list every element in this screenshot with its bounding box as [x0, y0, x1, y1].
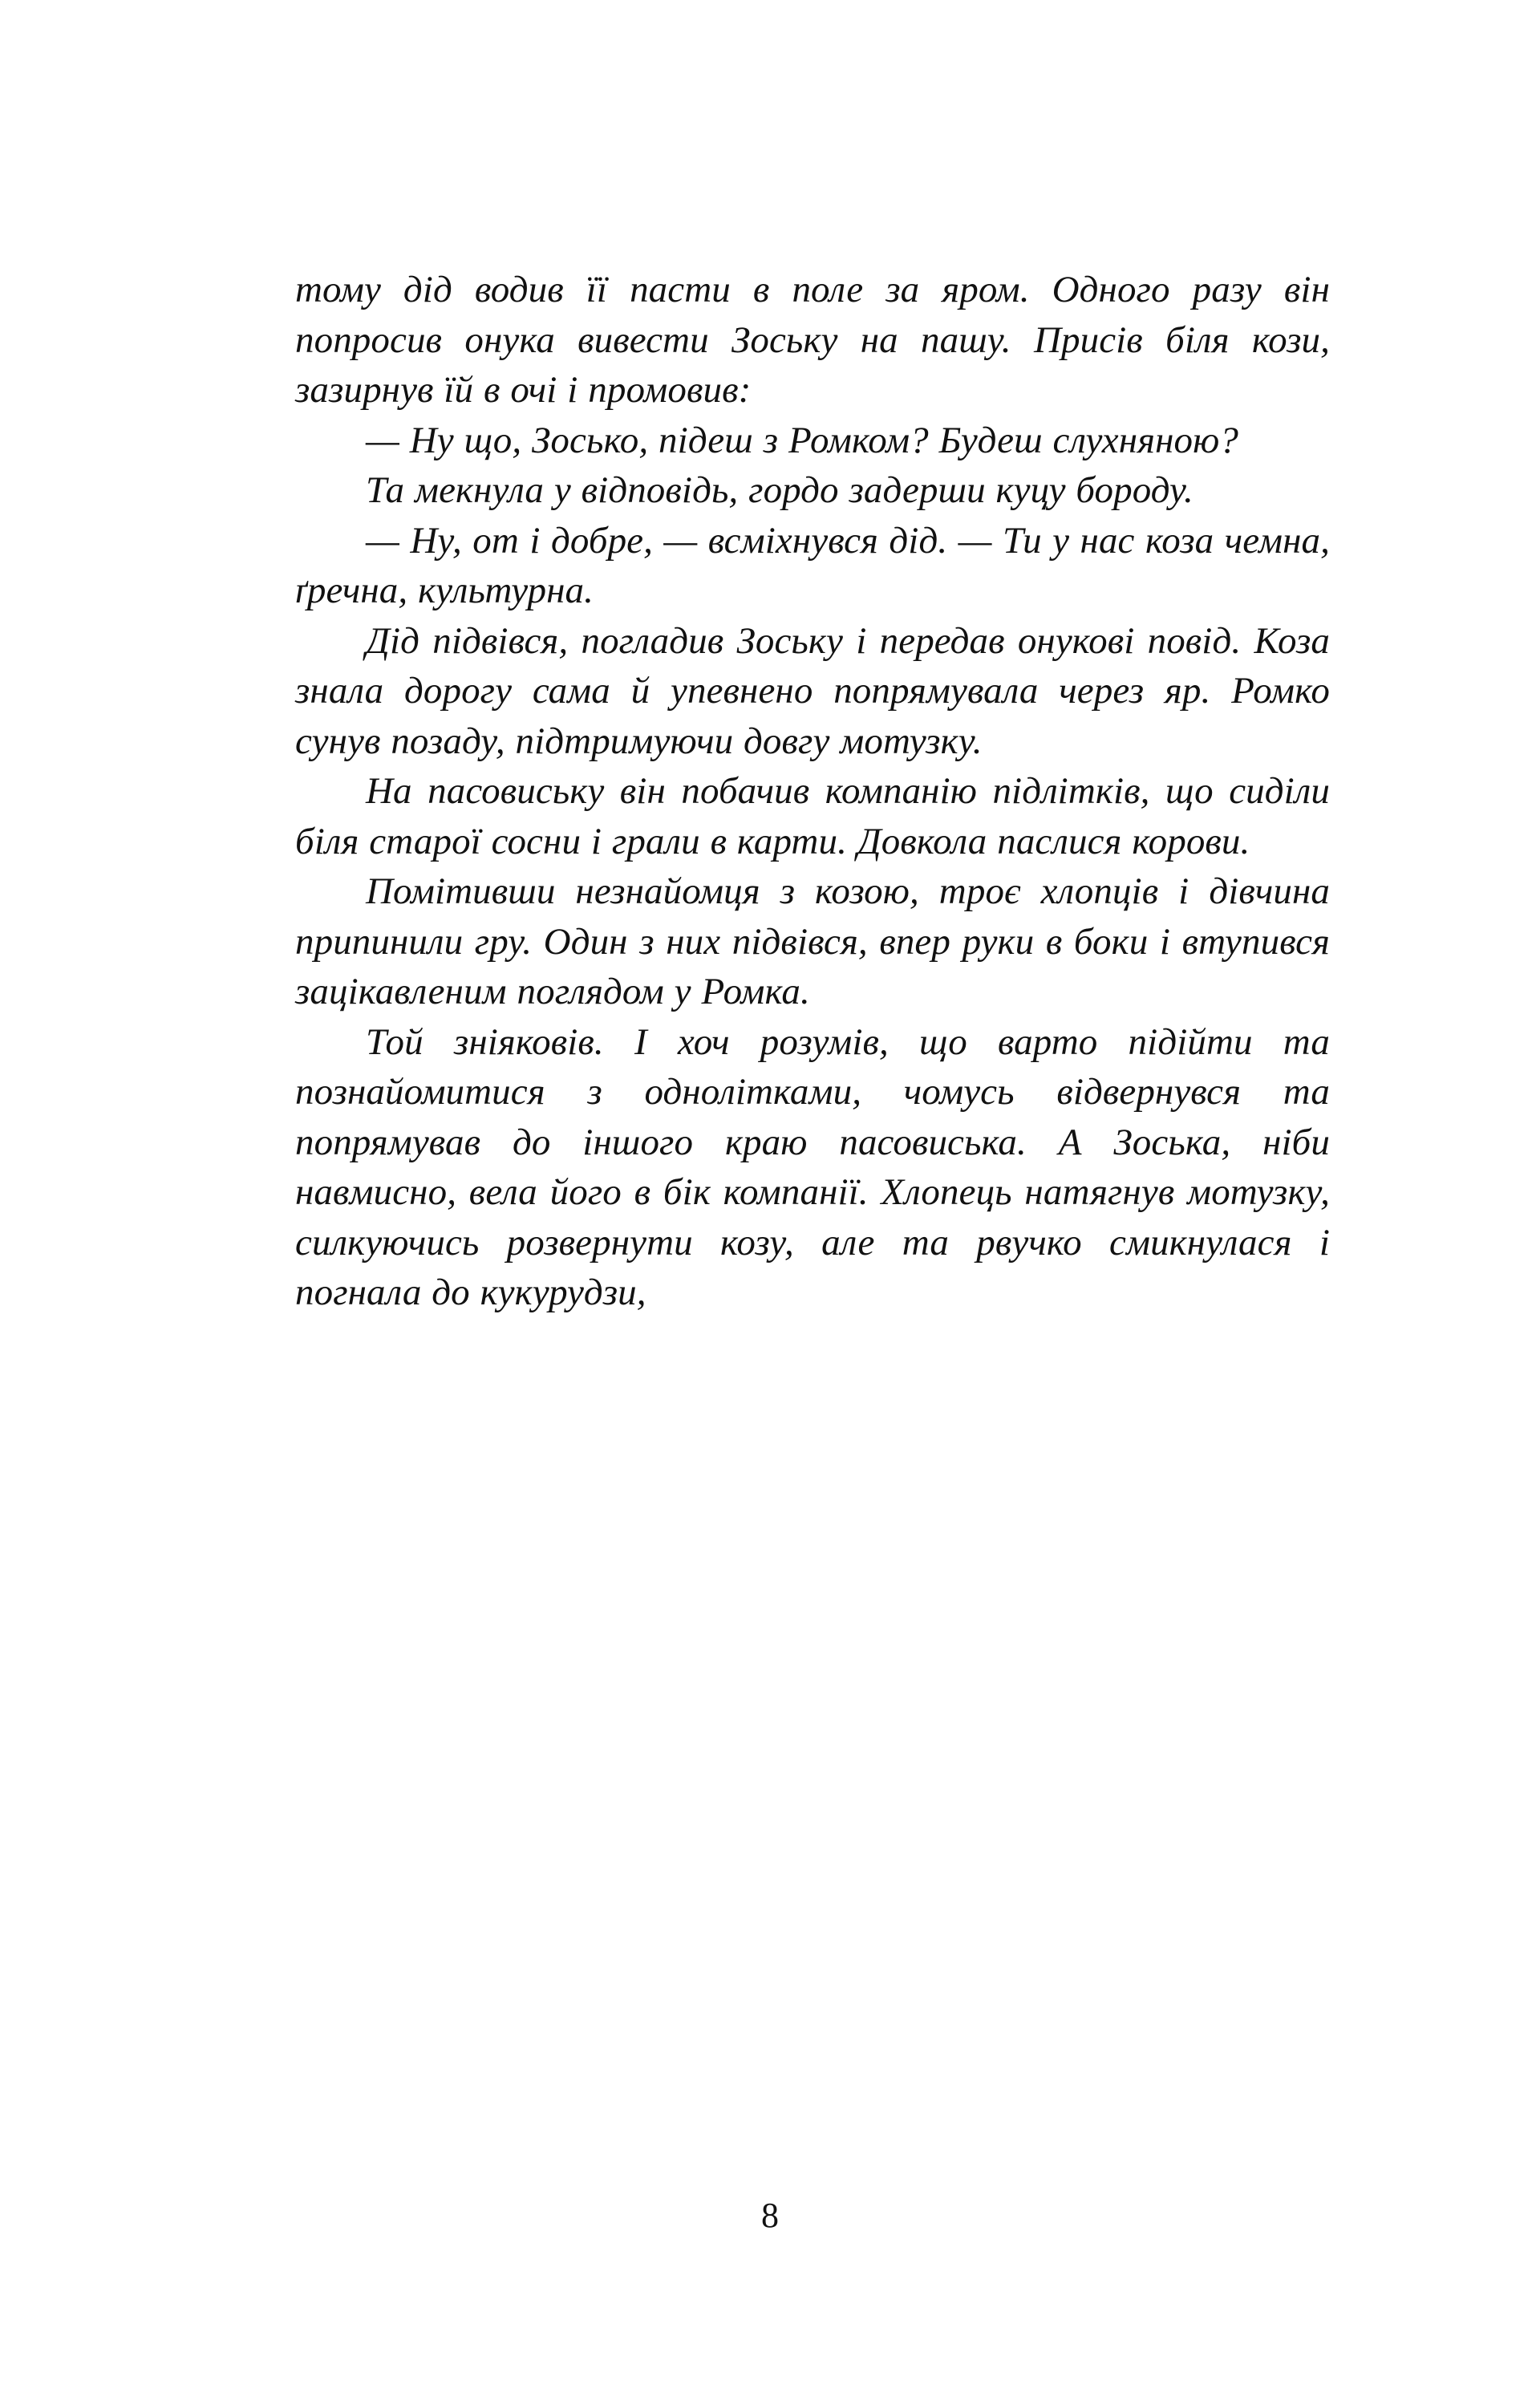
paragraph: Помітивши незнайомця з козою, троє хлопців і дівчина припинили гру. Один з них підвівся, впер руки в боки і втупився зацікавленим поглядом у Ромка.: [295, 870, 1330, 1012]
paragraph: Той зніяковів. І хоч розумів, що варто підійти та познайомитися з однолітками, чомусь відвернувся та попрямував до іншого краю пасовиська. А Зоська, ніби навмисно, вела його в бік компанії. Хлопець натягнув мотузку, силкуючись розвернути козу, але та рвучко смикнулася і погнала до кукурудзи,: [295, 1020, 1330, 1313]
paragraph: На пасовиську він побачив компанію підлітків, що сиділи біля старої сосни і грали в карти. Довкола паслися корови.: [295, 770, 1330, 862]
paragraph: — Ну що, Зосько, підеш з Ромком? Будеш слухняною?: [366, 419, 1238, 461]
page-text-body: [295, 265, 1330, 1318]
paragraph: тому дід водив її пасти в поле за яром. Одного разу він попросив онука вивести Зоську на пашу. Присів біля кози, зазирнув їй в очі і промовив:: [295, 269, 1330, 411]
paragraph: Дід підвівся, погладив Зоську і передав онукові повід. Коза знала дорогу сама й упевнено попрямувала через яр. Ромко сунув позаду, підтримуючи довгу мотузку.: [295, 619, 1330, 762]
page-number: 8: [761, 2196, 779, 2235]
paragraph: — Ну, от і добре, — всміхнувся дід. — Ти у нас коза чемна, ґречна, культурна.: [295, 519, 1330, 611]
paragraph: Та мекнула у відповідь, гордо задерши куцу бороду.: [366, 469, 1194, 511]
